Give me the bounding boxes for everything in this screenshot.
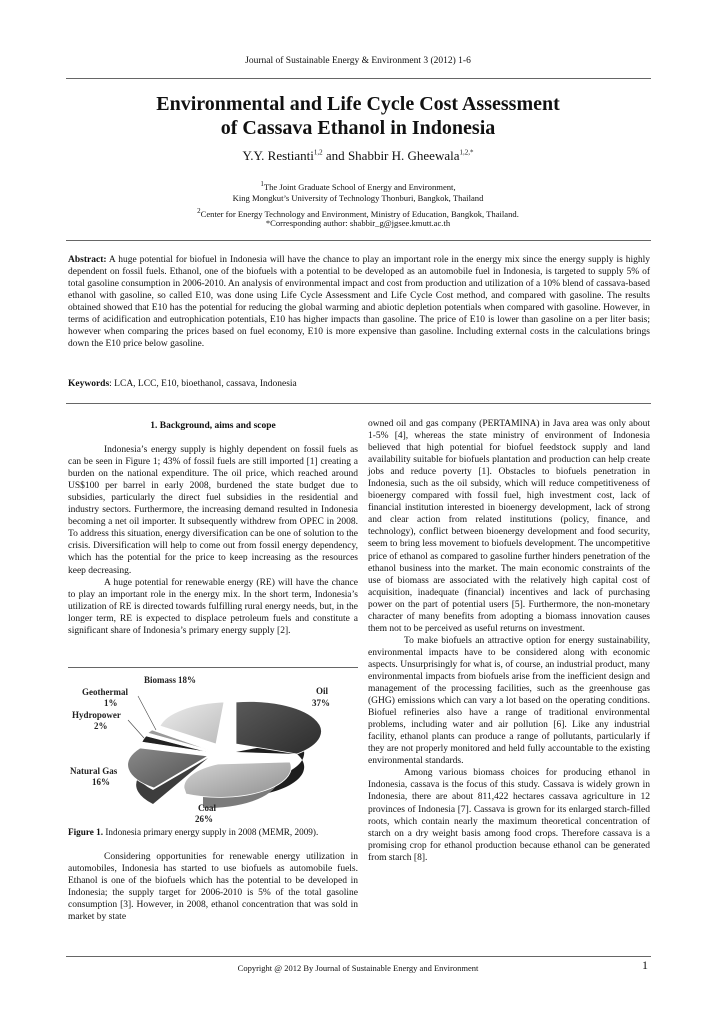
right-paragraph-3: Among various biomass choices for producing ethanol in Indonesia, cassava is the focus of this study. Cassava is widely grown in Indonesia, there are about 811,422 hectares cassava agriculture in 12 provinces of Indonesia [7]. Cassava is grown for its enlarged starch-filled roots, which contain nearly the maximum theoretical concentration of starch on a dry weight basis among food crops. Therefore cassava is a promising crop for ethanol production because ethanol can be generated from starch [8]. [368, 768, 650, 863]
label-oil-value: 37% [312, 698, 330, 708]
pie-slice-oil [236, 701, 321, 754]
abstract-text: A huge potential for biofuel in Indonesia will have the chance to play an important role in the energy mix since the energy supply is highly dependent on fossil fuels. Ethanol, one of the biofuels with a potential to be developed as an automobile fuel in Indonesia, is targeted to supply 5% of total gasoline consumption in 2006-2010. An analysis of environmental impact and cost from production and utilization of a 10% blend of cassava-based ethanol with gasoline, so called E10, was done using Life Cycle Assessment and Life Cycle Cost method, and compared with gasoline. The results obtained showed that E10 has the potential for reducing the global warming and abiotic depletion potentials when compared with gasoline. However, in terms of acidification and eutrophication potentials, E10 has higher impacts than gasoline. The price of E10 is lower than gasoline on a per liter basis; however when comparing the prices based on fuel economy, E10 is more expensive than gasoline. Including external costs in the calculations brings down the E10 price below gasoline. [68, 255, 651, 350]
label-gas-name: Natural Gas [70, 766, 118, 776]
right-paragraph-1: owned oil and gas company (PERTAMINA) in Java area was only about 1-5% [4], whereas the state ministry of environment of Indonesia believed that high potential for biofuel feedstock supply and land availability suitable for biofuels plantation and production can help create jobs and reduce poverty [1]. Obstacles to biofuels penetration in Indonesia, such as the oil subsidy, which will reduce competitiveness of bioenergy compared with fossil fuel, high investment cost, lack of financial institution interested in bioenergy development, lack of strong and clear action from related institutions (policy, finance, and technology), conflict between bioenergy development and food security, seem to bring less movement to biofuels development. The uncompetitive price of ethanol as compared to gasoline further hinders penetration of the ethanol business into the market. The main economic constraints of the use of biomass are associated with the relatively high capital cost of acquisition, inadequate (financial) incentives and lack of purchasing power on the part of potential users [5]. Furthermore, the non-monetary character of many benefits from adopting a biomass innovation causes them not to be perceived as useful returns on investment. [368, 419, 650, 634]
right-column [368, 418, 650, 864]
footer-rule [66, 956, 651, 957]
label-coal-value: 26% [195, 814, 213, 824]
label-gas-value: 16% [92, 777, 110, 787]
affil-1-text: The Joint Graduate School of Energy and Environment, [263, 181, 456, 192]
label-hydropower-name: Hydropower [72, 710, 121, 720]
author-1: Y.Y. Restianti [242, 148, 314, 163]
figure-caption-text: Indonesia primary energy supply in 2008 (MEMR, 2009). [103, 827, 319, 837]
figure-1-pie-chart [68, 672, 358, 824]
corresponding-author: *Corresponding author: shabbir_g@jgsee.kmutt.ac.th [265, 218, 451, 228]
abstract-label: Abstract: [68, 255, 107, 265]
affil-2-sup: 2 [197, 207, 201, 215]
keywords-text: : LCA, LCC, E10, bioethanol, cassava, Indonesia [109, 379, 297, 389]
left-paragraph-1: Indonesia’s energy supply is highly dependent on fossil fuels as can be seen in Figure 1; 43% of fossil fuels are still imported [1] creating a burden on the national expenditure. The oil price, which reached around US$100 per barrel in early 2008, burdened the state budget due to subsidies, particularly the direct fuel subsidies in the residential and industry sectors. Furthermore, the increasing demand resulted in Indonesia becoming a net oil importer. It subsequently withdrew from OPEC in 2008. To address this situation, energy diversification can be one of solution to the crisis. Diversification will help to come out from fossil energy dependency, which has the potential for the price to keep increasing as the resources keep decreasing. [68, 445, 358, 576]
label-biomass-value: 18% [178, 675, 196, 685]
figure-top-rule [68, 667, 358, 668]
footer-copyright: Copyright @ 2012 By Journal of Sustainable Energy and Environment [237, 963, 479, 973]
journal-header: Journal of Sustainable Energy & Environment 3 (2012) 1-6 [245, 56, 471, 66]
header-rule [66, 78, 651, 79]
affil-1-sup: 1 [260, 180, 264, 188]
left-column-top [68, 420, 358, 637]
label-hydropower-value: 2% [94, 721, 108, 731]
title-line-1: Environmental and Life Cycle Cost Assessment [156, 93, 560, 115]
label-coal-name: Coal [198, 803, 216, 813]
page-number: 1 [642, 958, 648, 972]
abstract-bottom-rule [66, 403, 651, 404]
author-2: Shabbir H. Gheewala [347, 148, 460, 163]
left-paragraph-2: A huge potential for renewable energy (RE) will have the chance to play an important role in the energy mix. In the short term, Indonesia’s utilization of RE is directed towards fulfilling rural energy needs, but, in the longer term, RE is expected to displace petroleum fuels and constitute a significant share of Indonesia’s primary energy supply [2]. [68, 577, 358, 636]
author-1-sup: 1,2 [313, 148, 323, 157]
affiliation-1-line-2: King Mongkut’s University of Technology Thonburi, Bangkok, Thailand [232, 193, 484, 203]
pie-slice-coal [184, 762, 291, 797]
section-heading: 1. Background, aims and scope [150, 421, 276, 431]
author-2-sup: 1,2,* [459, 148, 474, 157]
keywords-label: Keywords [68, 379, 110, 389]
affiliation-1-line-1 [0, 178, 716, 193]
author-and: and [322, 148, 348, 163]
left-column-bottom [68, 851, 358, 923]
paper-title [0, 92, 716, 140]
affil-2-text: Center for Energy Technology and Environment, Ministry of Education, Bangkok, Thailand. [200, 208, 519, 219]
abstract [68, 254, 650, 350]
figure-1-caption [68, 827, 358, 837]
authors [0, 148, 716, 164]
figure-label: Figure 1. [68, 827, 104, 837]
left-paragraph-3: Considering opportunities for renewable energy utilization in automobiles, Indonesia has started to use biofuels as automobile fuels. Ethanol is one of the biofuels which has the potential to be developed in Indonesia; the supply target for 2006-2010 is 5% of the total gasoline consumption [3]. However, in 2008, ethanol concentration that was sold in market by state [68, 852, 358, 923]
label-geothermal-name: Geothermal [82, 687, 128, 697]
label-oil-name: Oil [316, 686, 329, 696]
right-paragraph-2: To make biofuels an attractive option for energy sustainability, environmental impacts have to be considered along with economic aspects. Unsurprisingly for what is, of course, an industrial product, many environmental impacts from biofuels arise from the inefficient design and management of the processing facilities, such as the greenhouse gas (GHG) emissions which can vary a lot based on the operating conditions. Biofuel refineries also have a range of traditional environmental problems, including water and air pollution [6]. Like any industrial facility, ethanol plants can produce a range of pollutants, particularly if they are not properly monitored and held fully accountable to the existing environmental standards. [368, 635, 650, 767]
label-biomass-name: Biomass [144, 675, 177, 685]
abstract-top-rule [66, 240, 651, 241]
title-line-2: of Cassava Ethanol in Indonesia [220, 117, 496, 139]
keywords [68, 379, 650, 389]
label-geothermal-value: 1% [104, 698, 118, 708]
